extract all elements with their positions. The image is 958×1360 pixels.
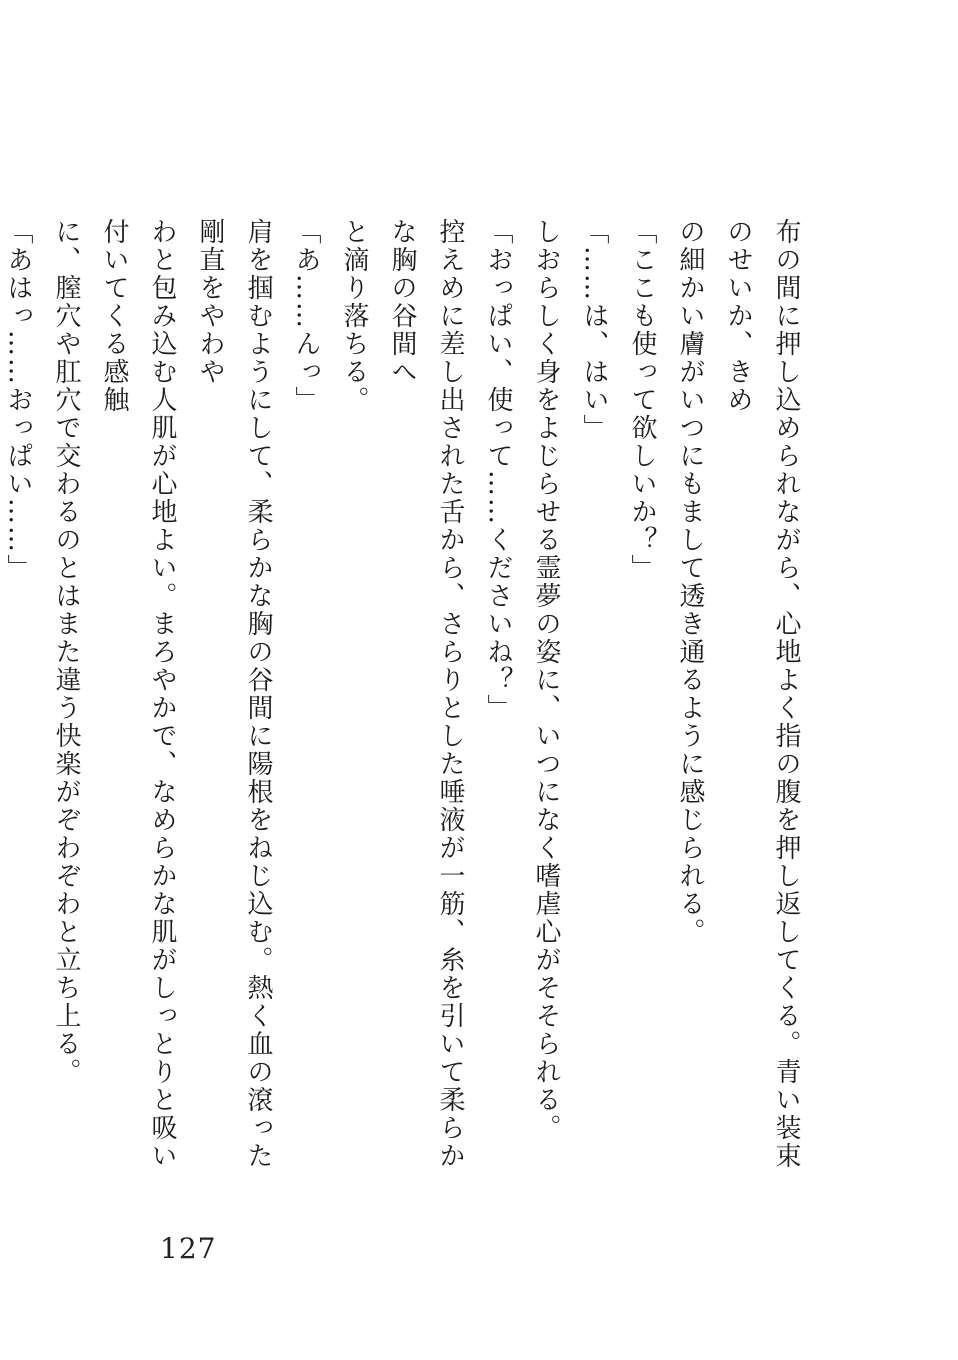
text-line-5: しおらしく身をよじらせる霊夢の姿に、いつになく嗜虐心がそそられる。 [531, 218, 561, 1142]
text-line-6: 「おっぱい、使って……くださいね？」 [483, 218, 513, 722]
text-line-4: 「……は、はい」 [579, 218, 609, 442]
page-number: 127 [160, 1232, 217, 1265]
text-line-12: に、膣穴や肛穴で交わるのとはまた違う快楽がぞわぞわと立ち上る。 [51, 218, 81, 1086]
text-line-3: 「ここも使って欲しいか？」 [627, 218, 657, 582]
text-line-10: 肩を掴むようにして、柔らかな胸の谷間に陽根をねじ込む。熱く血の滾った剛直をやわや [195, 218, 273, 1170]
text-line-11: わと包み込む人肌が心地よい。まろやかで、なめらかな肌がしっとりと吸い付いてくる感触 [99, 218, 177, 1170]
text-line-7: 控えめに差し出された舌から、さらりとした唾液が一筋、糸を引いて柔らかな胸の谷間へ [387, 218, 465, 1170]
vertical-text-block [0, 218, 810, 1188]
text-line-8: と滴り落ちる。 [339, 218, 369, 414]
text-line-9: 「あ……んっ」 [291, 218, 321, 414]
text-line-2: の細かい膚がいつにもまして透き通るように感じられる。 [675, 218, 705, 946]
text-line-1: 布の間に押し込められながら、心地よく指の腹を押し返してくる。青い装束のせいか、きめ [723, 218, 801, 1170]
text-line-13: 「あはっ……おっぱい……」 [3, 218, 33, 582]
